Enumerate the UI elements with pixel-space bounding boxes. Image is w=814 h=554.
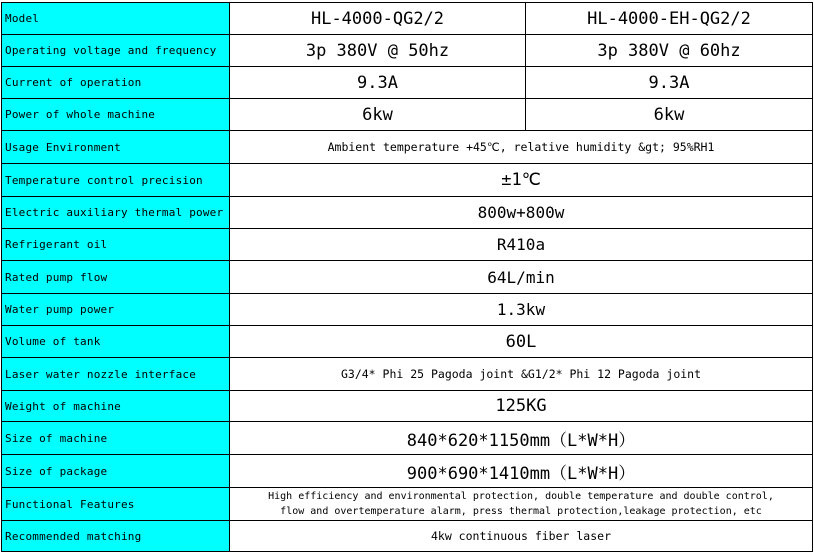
machine-size-value: 840*620*1150mm（L*W*H） (230, 422, 813, 455)
row-label: Current of operation (2, 67, 230, 99)
recommended-matching-value: 4kw continuous fiber laser (230, 521, 813, 552)
table-row (2, 3, 813, 35)
power-value-2: 6kw (526, 99, 813, 131)
model-name-2: HL-4000-EH-QG2/2 (526, 3, 813, 35)
voltage-value-1: 3p 380V @ 50hz (230, 35, 526, 67)
row-label: Volume of tank (2, 326, 230, 358)
table-row (2, 99, 813, 131)
nozzle-interface-value: G3/4* Phi 25 Pagoda joint &G1/2* Phi 12 Pagoda joint (230, 358, 813, 391)
features-line-2: flow and overtemperature alarm, press thermal protection,leakage protection, etc (280, 506, 762, 517)
voltage-value-2: 3p 380V @ 60hz (526, 35, 813, 67)
table-row (2, 521, 813, 552)
row-label: Temperature control precision (2, 164, 230, 197)
thermal-power-value: 800w+800w (230, 197, 813, 229)
row-label: Usage Environment (2, 131, 230, 164)
table-row (2, 488, 813, 521)
table-row (2, 455, 813, 488)
row-label: Laser water nozzle interface (2, 358, 230, 391)
row-label: Model (2, 3, 230, 35)
row-label: Size of package (2, 455, 230, 488)
row-label: Electric auxiliary thermal power (2, 197, 230, 229)
table-row (2, 358, 813, 391)
row-label: Weight of machine (2, 391, 230, 422)
table-row (2, 164, 813, 197)
table-row (2, 229, 813, 261)
table-row (2, 197, 813, 229)
package-size-value: 900*690*1410mm（L*W*H） (230, 455, 813, 488)
pump-power-value: 1.3kw (230, 294, 813, 326)
temperature-precision-value: ±1℃ (230, 164, 813, 197)
model-name-1: HL-4000-QG2/2 (230, 3, 526, 35)
refrigerant-value: R410a (230, 229, 813, 261)
table-row (2, 391, 813, 422)
table-row (2, 326, 813, 358)
row-label: Rated pump flow (2, 261, 230, 294)
table-row (2, 261, 813, 294)
table-row (2, 294, 813, 326)
row-label: Power of whole machine (2, 99, 230, 131)
current-value-1: 9.3A (230, 67, 526, 99)
usage-environment-value: Ambient temperature +45℃, relative humidity &gt; 95%RH1 (230, 131, 813, 164)
table-row (2, 131, 813, 164)
current-value-2: 9.3A (526, 67, 813, 99)
row-label: Water pump power (2, 294, 230, 326)
pump-flow-value: 64L/min (230, 261, 813, 294)
row-label: Recommended matching (2, 521, 230, 552)
functional-features-value (230, 488, 813, 521)
features-line-1: High efficiency and environmental protection, double temperature and double control, (268, 491, 774, 502)
power-value-1: 6kw (230, 99, 526, 131)
spec-table (1, 2, 813, 552)
machine-weight-value: 125KG (230, 391, 813, 422)
row-label: Functional Features (2, 488, 230, 521)
row-label: Operating voltage and frequency (2, 35, 230, 67)
tank-volume-value: 60L (230, 326, 813, 358)
table-row (2, 422, 813, 455)
table-row (2, 35, 813, 67)
row-label: Size of machine (2, 422, 230, 455)
table-row (2, 67, 813, 99)
row-label: Refrigerant oil (2, 229, 230, 261)
